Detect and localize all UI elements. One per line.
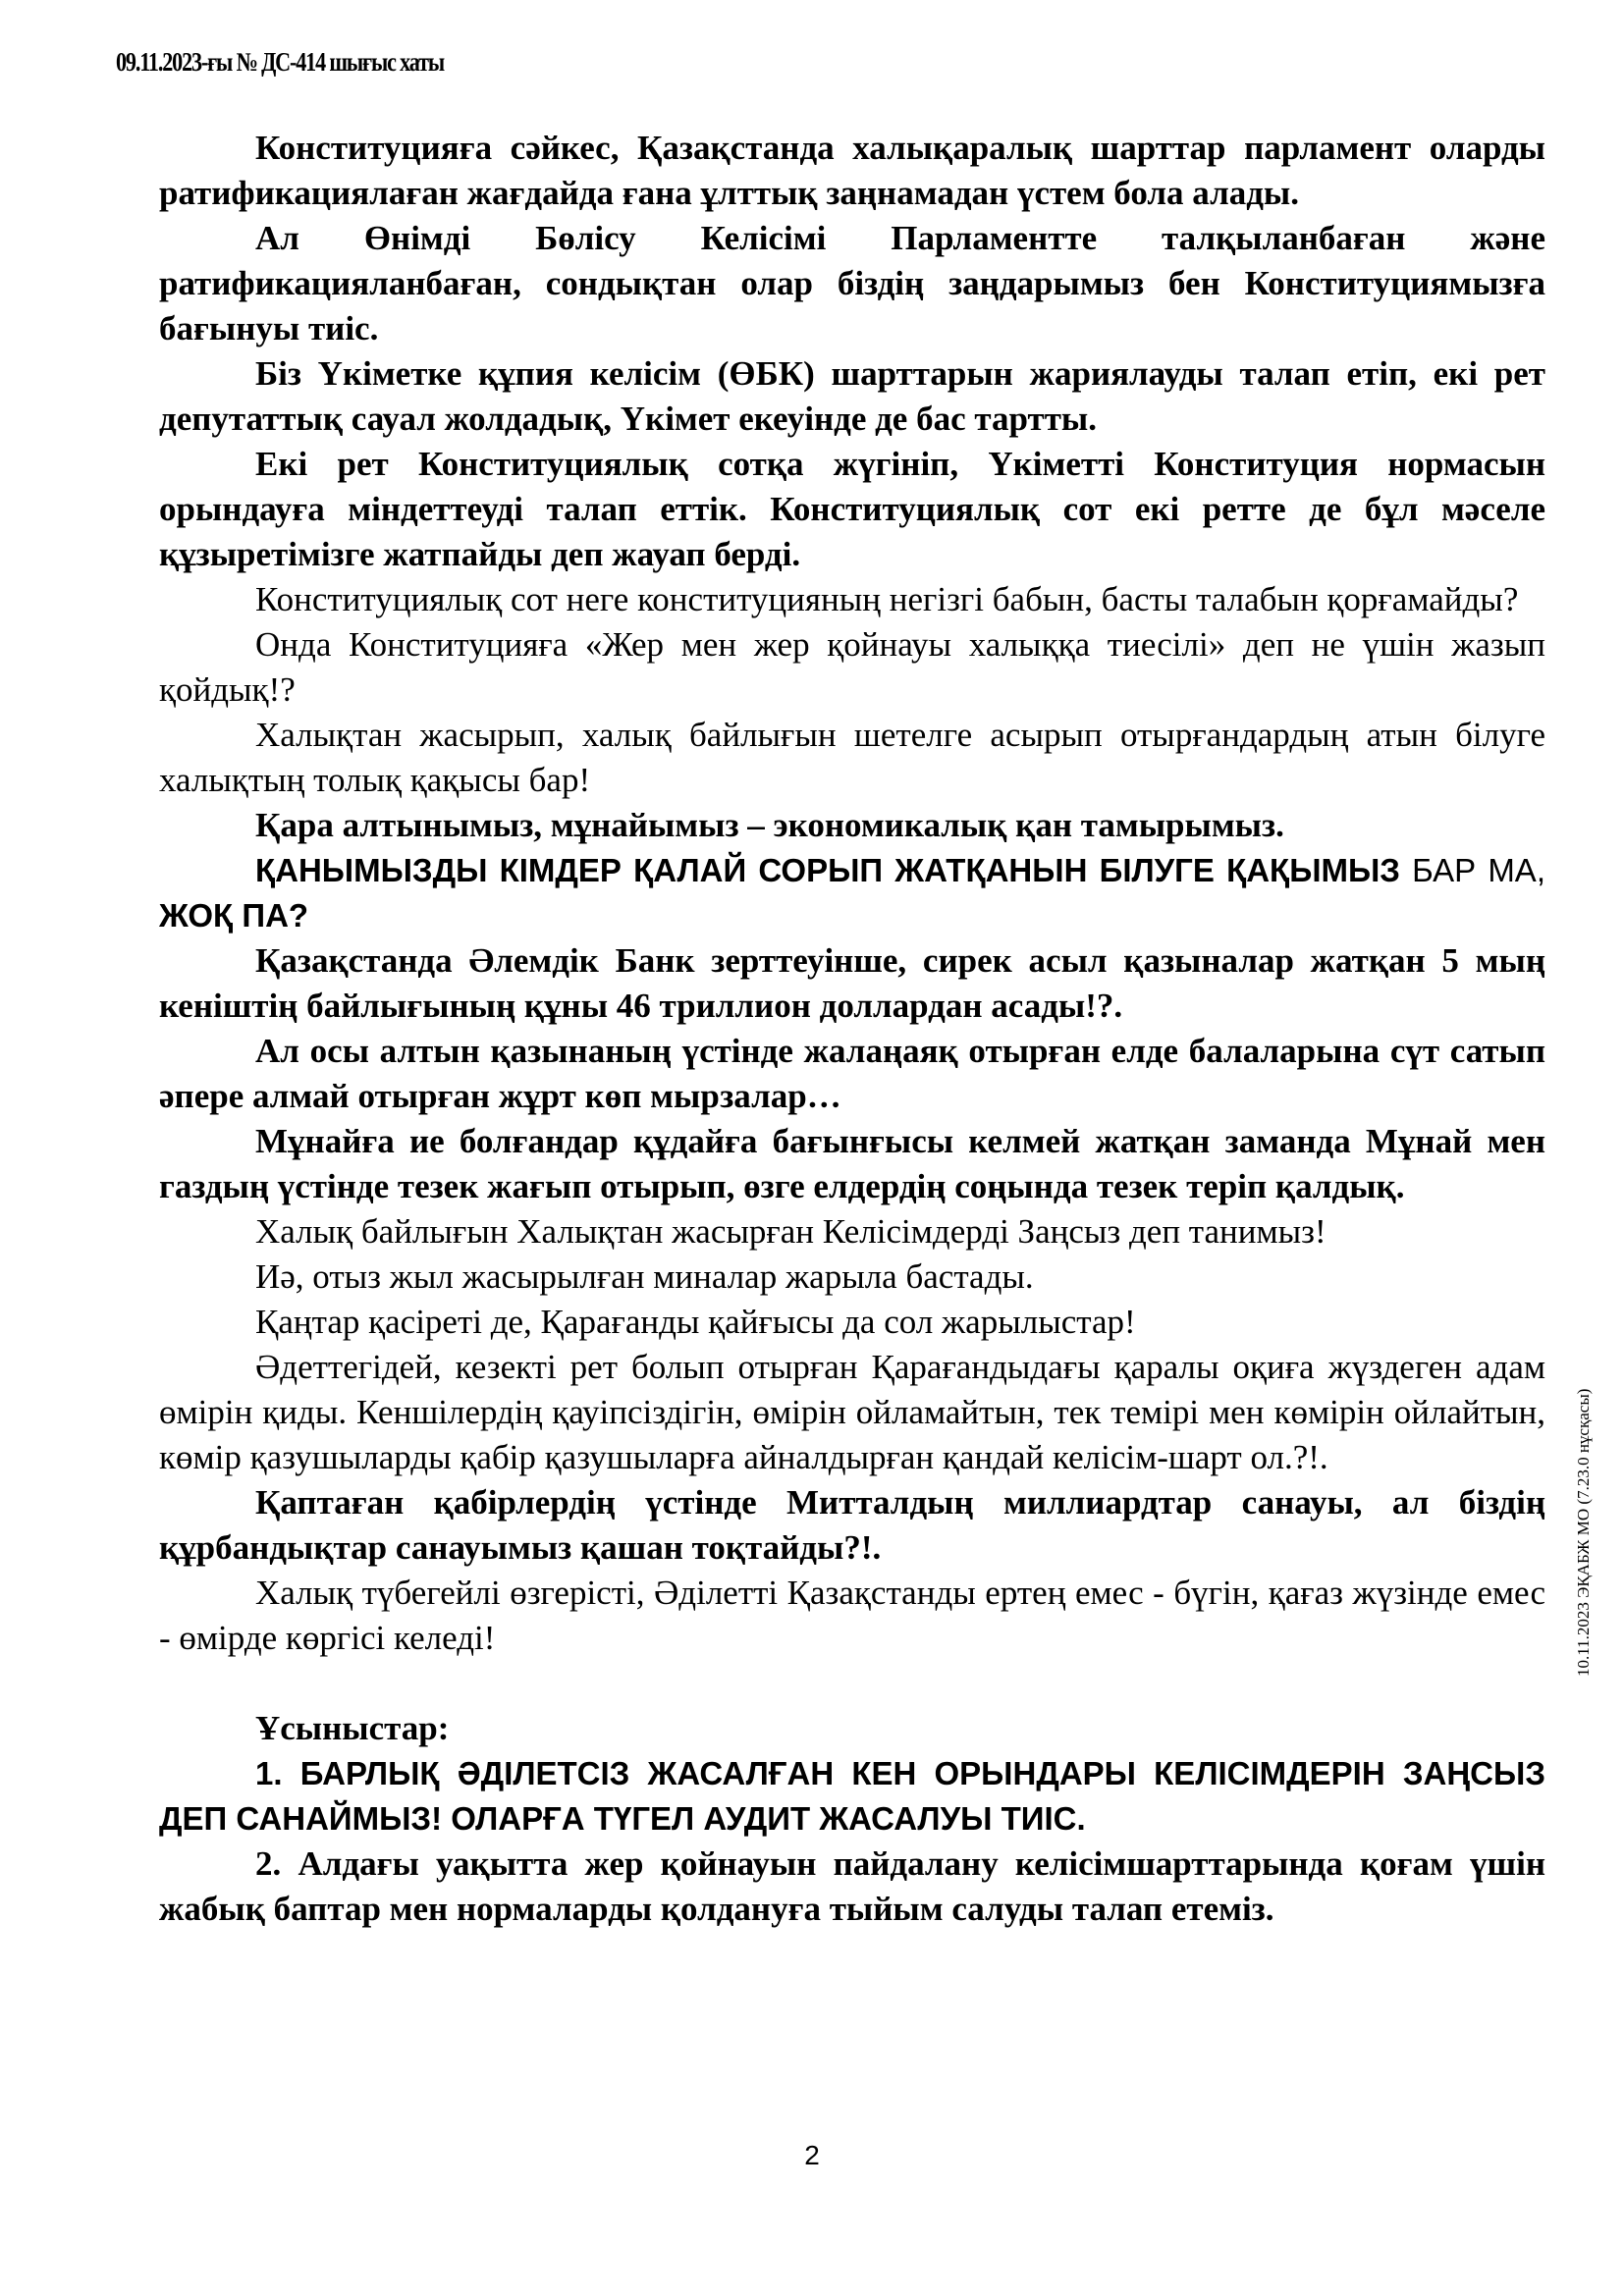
- paragraph: Конституцияға сәйкес, Қазақстанда халықаралық шарттар парламент оларды ратификациялаған жағдайда ғана ұлттық заңнамадан үстем бола алады.: [159, 129, 1545, 212]
- proposal-item-1: 1. БАРЛЫҚ ӘДІЛЕТСІЗ ЖАСАЛҒАН КЕН ОРЫНДАРЫ КЕЛІСІМДЕРІН ЗАҢСЫЗ ДЕП САНАЙМЫЗ! ОЛАРҒА ТҮГЕЛ АУДИТ ЖАСАЛУЫ ТИІС.: [159, 1755, 1545, 1837]
- spacer: [159, 1661, 1545, 1706]
- paragraph: Ал осы алтын қазынаның үстінде жалаңаяқ отырған елде балаларына сүт сатып әпере алмай отырған жұрт көп мырзалар…: [159, 1032, 1545, 1115]
- paragraph: Әдеттегідей, кезекті рет болып отырған Қарағандыдағы қаралы оқиға жүздеген адам өмірін қиды. Кеншілердің қауіпсіздігін, өмірін ойламайтын, тек темірі мен көмірін ойлайтын, көмір қазушыларды қабір қазушыларға айналдырған қандай келісім-шарт ол.?!.: [159, 1348, 1545, 1476]
- paragraph: Қаптаған қабірлердің үстінде Митталдың миллиардтар санауы, ал біздің құрбандықтар санауымыз қашан тоқтайды?!.: [159, 1483, 1545, 1567]
- paragraph: Мұнайға ие болғандар құдайға бағынғысы келмей жатқан заманда Мұнай мен газдың үстінде тезек жағып отырып, өзге елдердің соңында тезек теріп қалдық.: [159, 1122, 1545, 1205]
- proposal-item-2: 2. Алдағы уақытта жер қойнауын пайдалану келісімшарттарында қоғам үшін жабық баптар мен нормаларды қолдануға тыйым салуды талап етеміз.: [159, 1844, 1545, 1928]
- registration-side-stamp: 10.11.2023 ЭҚАБЖ МО (7.23.0 нұсқасы): [1574, 1388, 1593, 1677]
- paragraph: Екі рет Конституциялық сотқа жүгініп, Үкіметті Конституция нормасын орындауға міндеттеуді талап еттік. Конституциялық сот екі ретте де бұл мәселе құзыретімізге жатпайды деп жауап берді.: [159, 445, 1545, 573]
- paragraph: Халық түбегейлі өзгерісті, Әділетті Қазақстанды ертең емес - бүгін, қағаз жүзінде емес - өмірде көргісі келеді!: [159, 1574, 1545, 1657]
- paragraph: Қара алтынымыз, мұнайымыз – экономикалық қан тамырымыз.: [255, 806, 1284, 844]
- caps-bold-end: ЖОҚ ПА?: [159, 897, 309, 934]
- paragraph-caps: [159, 848, 1545, 938]
- caps-normal-part: БАР МА,: [1399, 852, 1545, 888]
- paragraph: Халық байлығын Халықтан жасырған Келісімдерді Заңсыз деп танимыз!: [255, 1212, 1326, 1251]
- paragraph: Біз Үкіметке құпия келісім (ӨБК) шарттарын жариялауды талап етіп, екі рет депутаттық сауал жолдадық, Үкімет екеуінде де бас тартты.: [159, 354, 1545, 438]
- paragraph: Қаңтар қасіреті де, Қарағанды қайғысы да сол жарылыстар!: [255, 1303, 1136, 1341]
- paragraph: Иә, отыз жыл жасырылған миналар жарыла бастады.: [255, 1257, 1034, 1296]
- document-body: [159, 126, 1545, 1932]
- proposals-heading: Ұсыныстар:: [255, 1709, 450, 1747]
- paragraph: Конституциялық сот неге конституцияның негізгі бабын, басты талабын қорғамайды?: [255, 580, 1519, 618]
- paragraph: Халықтан жасырып, халық байлығын шетелге асырып отырғандардың атын білуге халықтың толық қақысы бар!: [159, 716, 1545, 799]
- caps-bold-part: ҚАНЫМЫЗДЫ КІМДЕР ҚАЛАЙ СОРЫП ЖАТҚАНЫН БІЛУГЕ ҚАҚЫМЫЗ: [255, 852, 1400, 888]
- paragraph: Ал Өнімді Бөлісу Келісімі Парламентте талқыланбаған және ратификацияланбаған, сондықтан олар біздің заңдарымыз бен Конституциямызға бағынуы тиіс.: [159, 219, 1545, 347]
- paragraph: Қазақстанда Әлемдік Банк зерттеуінше, сирек асыл қазыналар жатқан 5 мың кеніштің байлығының құны 46 триллион доллардан асады!?.: [159, 941, 1545, 1025]
- outgoing-letter-stamp: 09.11.2023-ғы № ДС-414 шығыс хаты: [116, 47, 445, 77]
- paragraph: Онда Конституцияға «Жер мен жер қойнауы халыққа тиесілі» деп не үшін жазып қойдық!?: [159, 625, 1545, 709]
- page-number: 2: [804, 2140, 820, 2170]
